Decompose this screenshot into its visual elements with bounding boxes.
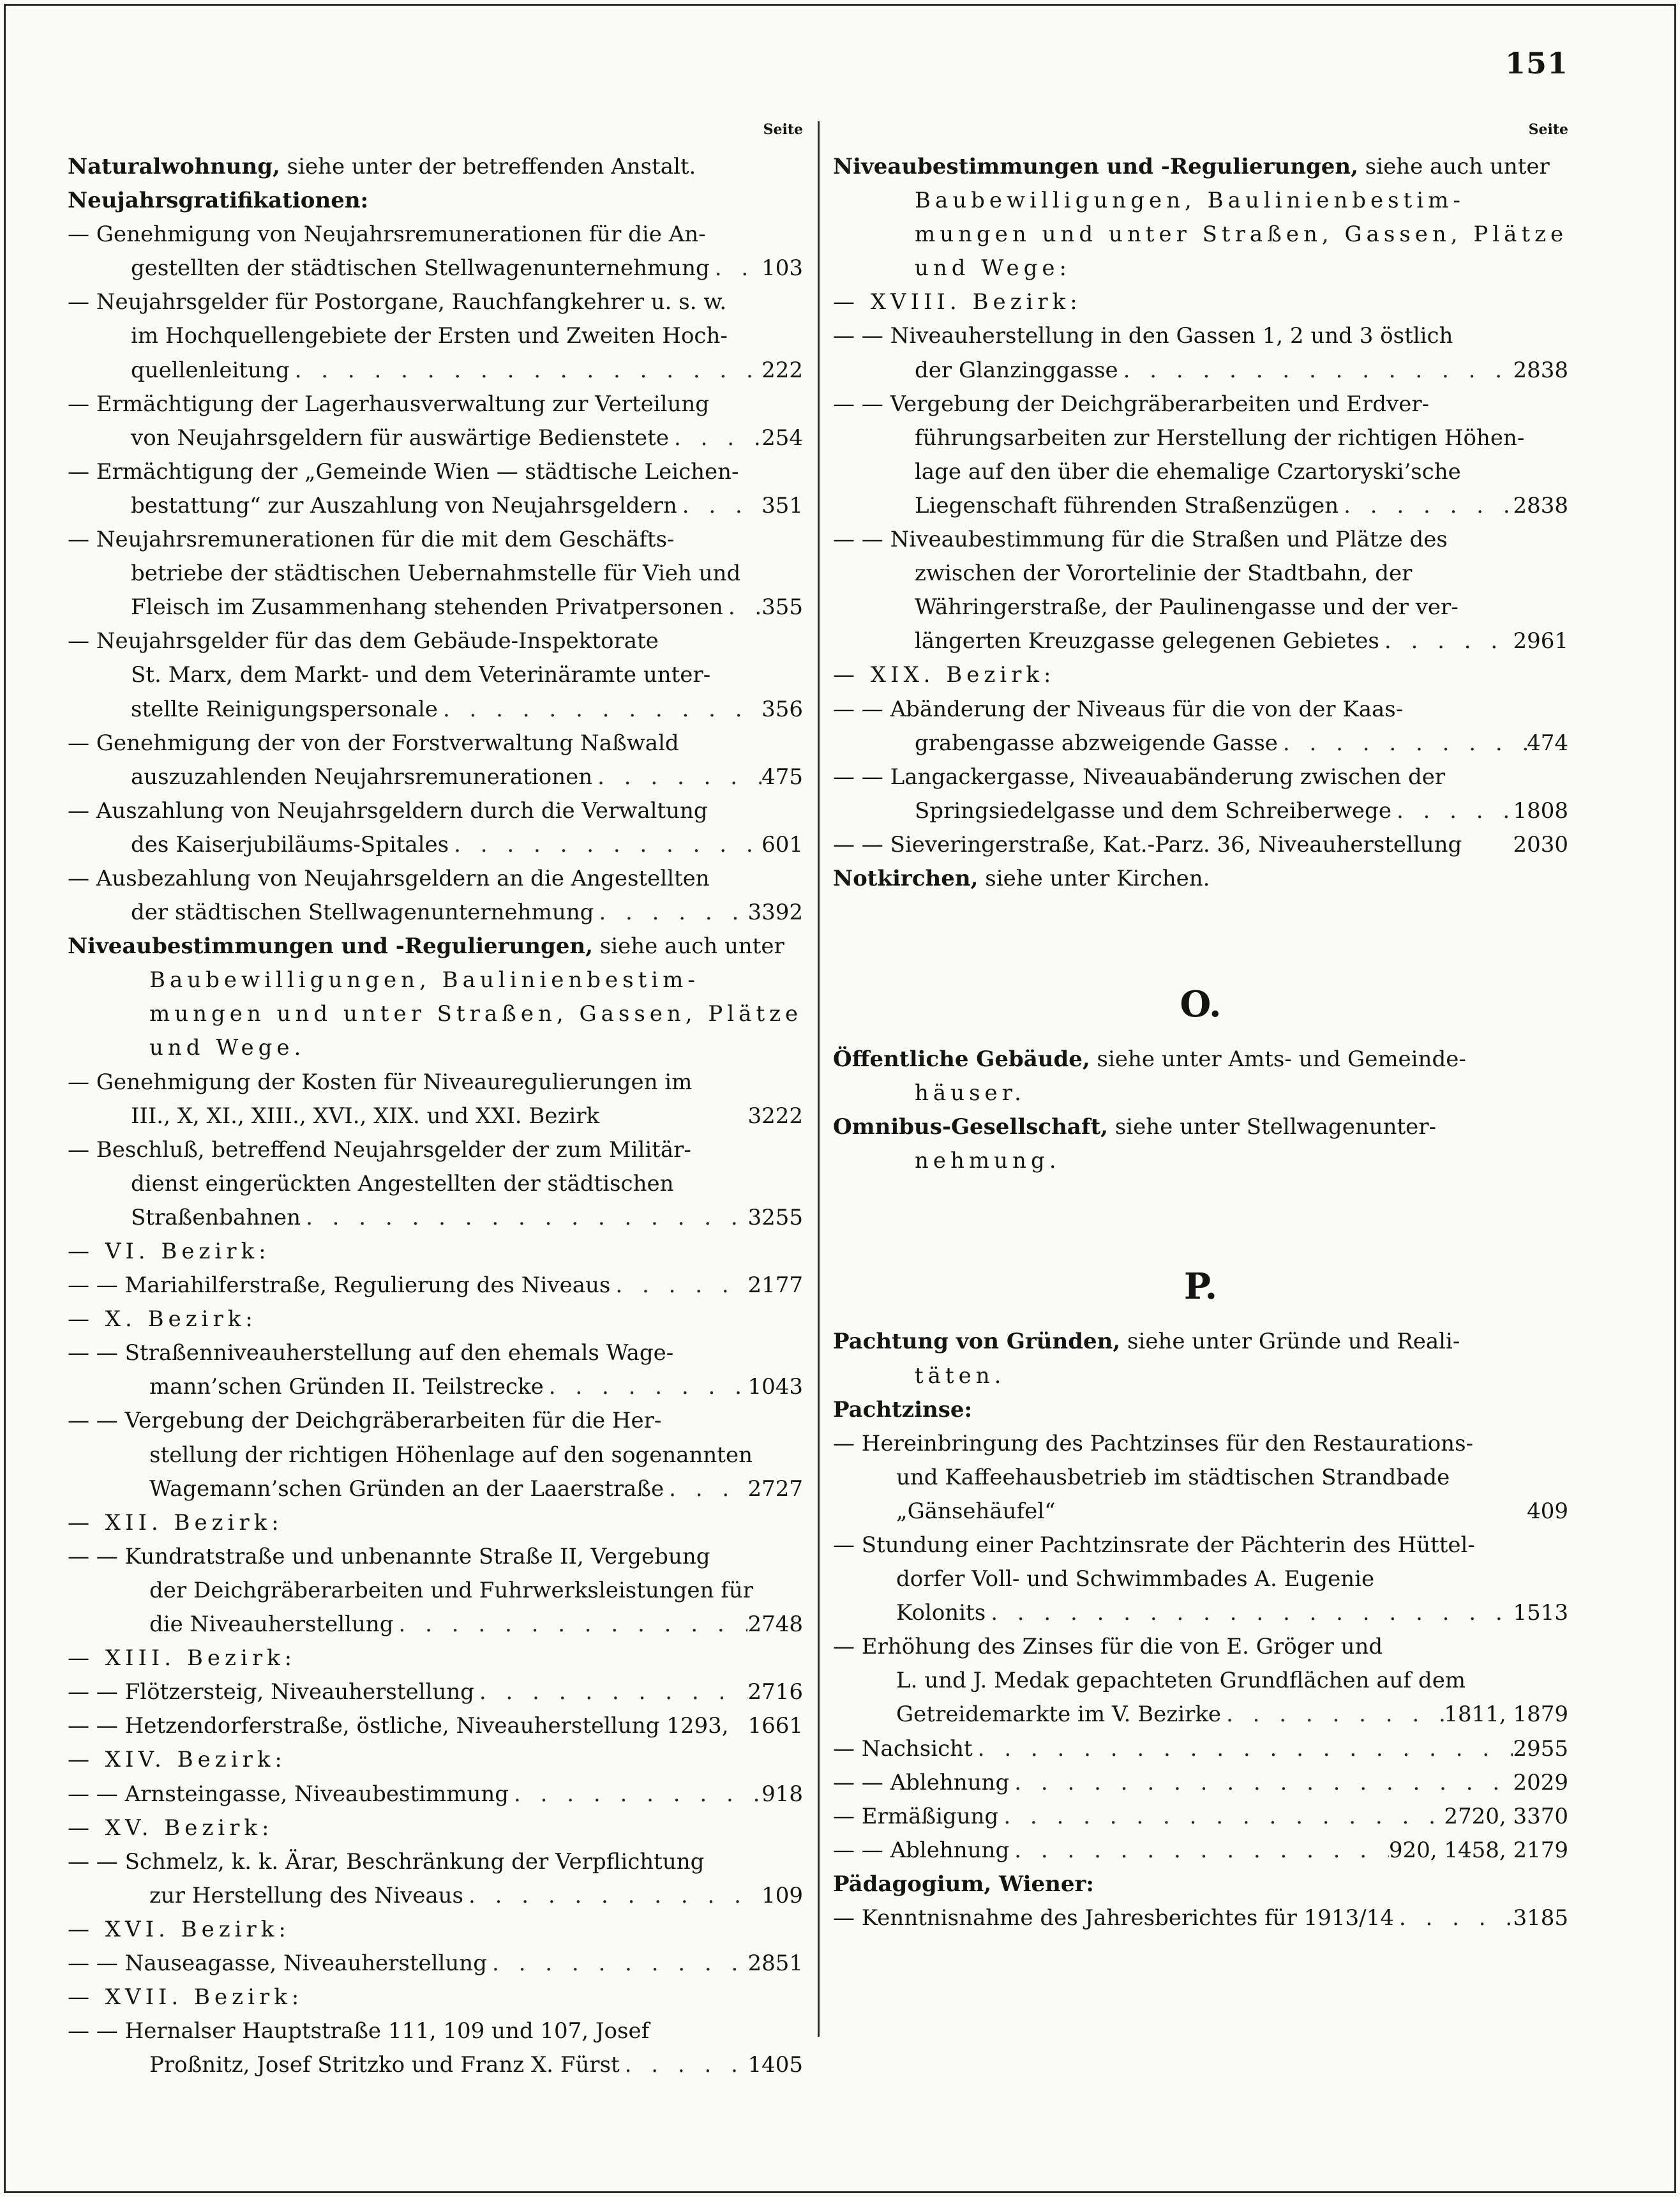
index-subentry-line — [833, 1800, 1568, 1834]
page-reference: 2851 — [747, 1950, 803, 1976]
page-reference: 2955 — [1513, 1735, 1568, 1762]
leader-dots — [710, 252, 761, 285]
index-subentry-line — [833, 1901, 1568, 1935]
page-reference: 2748 — [747, 1612, 803, 1638]
leader-dots — [394, 1608, 748, 1642]
index-headword-entry — [833, 1393, 1568, 1427]
headword-reference-continuation: Baubewilligungen, Baulinienbestim- — [915, 188, 1465, 214]
headword-reference: siehe unter Stellwagenunter- — [1108, 1114, 1437, 1140]
subentry-text: III., X, XI., XIII., XVI., XIX. und XXI. Bezirk — [131, 1103, 600, 1129]
page-reference: 2030 — [1513, 831, 1568, 857]
page-reference: 355 — [761, 594, 803, 621]
subentry-text: Fleisch im Zusammenhang stehenden Privatpersonen — [131, 594, 723, 621]
index-subentry-line: — Ausbezahlung von Neujahrsgeldern an die Angestellten — [68, 865, 710, 891]
index-subentry-line — [68, 1472, 803, 1506]
headword-reference-continuation: Baubewilligungen, Baulinienbestim- — [149, 967, 700, 993]
subentry-text: Liegenschaft führenden Straßenzügen — [915, 492, 1339, 518]
leader-dots — [592, 760, 761, 794]
index-subentry-line — [68, 1675, 803, 1709]
subentry-text: zur Herstellung des Niveaus — [149, 1882, 463, 1908]
section-spacer — [833, 1178, 1568, 1248]
section-spacer — [833, 896, 1568, 966]
index-subentry-line: Währingerstraße, der Paulinengasse und der ver- — [915, 594, 1459, 621]
index-headword-entry — [68, 184, 803, 218]
index-subentry-line: führungsarbeiten zur Herstellung der richtigen Höhen- — [915, 425, 1525, 451]
subentry-text: Straßenbahnen — [131, 1204, 301, 1230]
subentry-text: von Neujahrsgeldern für auswärtige Bedienstete — [131, 425, 669, 451]
leader-dots — [723, 591, 761, 624]
leader-dots — [610, 1269, 747, 1302]
subentry-text: — — Arnsteingasse, Niveaubestimmung — [68, 1781, 509, 1807]
page-reference: 2029 — [1513, 1769, 1568, 1795]
headword-reference-continuation: mungen und unter Straßen, Gassen, Plätze — [149, 1001, 803, 1027]
page-reference: 409 — [1527, 1498, 1568, 1524]
subentry-text: quellenleitung — [131, 357, 290, 383]
page-reference: 2838 — [1513, 492, 1568, 518]
subentry-text: — Ermäßigung — [833, 1803, 999, 1829]
index-subentry-line: dienst eingerückten Angestellten der städtischen — [131, 1170, 674, 1197]
index-headword-entry — [833, 1110, 1568, 1144]
left-column — [68, 118, 803, 2082]
index-subentry-line: St. Marx, dem Markt- und dem Veterinäramte unter- — [131, 662, 711, 688]
subentry-text: „Gänsehäufel“ — [896, 1498, 1056, 1524]
leader-dots — [986, 1596, 1513, 1630]
index-subentry-line — [68, 1608, 803, 1642]
index-subentry-line — [68, 1778, 803, 1811]
index-subentry-line — [833, 489, 1568, 523]
page-reference: 1513 — [1513, 1600, 1568, 1626]
index-subentry-line: — — Straßenniveauherstellung auf den ehemals Wage- — [68, 1340, 674, 1366]
index-subentry-line: — — Abänderung der Niveaus für die von der Kaas- — [833, 696, 1404, 722]
index-subentry-line — [68, 693, 803, 727]
leader-dots — [677, 489, 761, 523]
leader-dots — [487, 1947, 747, 1981]
headword: Notkirchen, — [833, 865, 979, 891]
index-subentry-line: — Neujahrsgelder für Postorgane, Rauchfangkehrer u. s. w. — [68, 289, 727, 315]
index-subentry-line: — — Niveauherstellung in den Gassen 1, 2 und 3 östlich — [833, 323, 1453, 349]
headword-reference-continuation: mungen und unter Straßen, Gassen, Plätze — [915, 222, 1568, 248]
subentry-text: bestattung“ zur Auszahlung von Neujahrsgeldern — [131, 492, 677, 518]
left-entries — [68, 150, 803, 2082]
seite-label-left: Seite — [763, 121, 803, 138]
index-subentry-line: — Genehmigung der Kosten für Niveauregulierungen im — [68, 1069, 693, 1095]
index-subentry-line: — — Vergebung der Deichgräberarbeiten und Erdver- — [833, 391, 1430, 417]
leader-dots — [1118, 354, 1513, 388]
headword-reference-continuation: und Wege: — [915, 255, 1072, 282]
headword-reference: siehe unter der betreffenden Anstalt. — [280, 154, 696, 179]
page-reference: 3392 — [747, 900, 803, 926]
headword: Öffentliche Gebäude, — [833, 1046, 1090, 1073]
headword-reference-continuation: und Wege. — [149, 1035, 306, 1061]
headword: Niveaubestimmungen und -Regulierungen, — [833, 154, 1358, 179]
page-reference: 2727 — [747, 1476, 803, 1502]
leader-dots — [1339, 489, 1513, 523]
headword: Omnibus-Gesellschaft, — [833, 1114, 1109, 1140]
section-letter: P. — [1183, 1265, 1218, 1308]
district-heading: — XII. Bezirk: — [68, 1509, 283, 1536]
index-subentry-line: dorfer Voll- und Schwimmbades A. Eugenie — [896, 1566, 1375, 1592]
subentry-text: stellte Reinigungspersonale — [131, 696, 438, 722]
index-subentry-line: — Auszahlung von Neujahrsgeldern durch die Verwaltung — [68, 797, 708, 824]
index-subentry-line — [68, 1370, 803, 1404]
index-subentry-line — [68, 591, 803, 624]
district-heading: — X. Bezirk: — [68, 1306, 257, 1333]
subentry-text: — Nachsicht — [833, 1735, 973, 1762]
page-reference: 474 — [1527, 730, 1568, 756]
index-subentry-line: — Neujahrsgelder für das dem Gebäude-Inspektorate — [68, 628, 659, 654]
headword: Pachtung von Gründen, — [833, 1329, 1121, 1355]
leader-dots — [664, 1472, 747, 1506]
headword-reference-continuation: täten. — [915, 1363, 1006, 1389]
index-subentry-line: — Ermächtigung der „Gemeinde Wien — städtische Leichen- — [68, 458, 739, 485]
index-subentry-line: — — Langackergasse, Niveauabänderung zwischen der — [833, 764, 1446, 790]
index-subentry-line: — — Schmelz, k. k. Ärar, Beschränkung der Verpflichtung — [68, 1848, 705, 1875]
index-subentry-line: der Deichgräberarbeiten und Fuhrwerksleistungen für — [149, 1577, 753, 1603]
page-reference: 1405 — [747, 2052, 803, 2078]
headword: Pädagogium, Wiener: — [833, 1871, 1094, 1897]
index-subentry-line: — Genehmigung der von der Forstverwaltung Naßwald — [68, 730, 679, 756]
index-subentry-line — [68, 1099, 803, 1133]
headword-reference: siehe unter Kirchen. — [978, 865, 1210, 891]
index-subentry-line: betriebe der städtischen Uebernahmstelle für Vieh und — [131, 561, 741, 587]
subentry-text: — — Mariahilferstraße, Regulierung des Niveaus — [68, 1272, 611, 1299]
index-subentry-line — [68, 828, 803, 862]
page-reference: 2838 — [1513, 357, 1568, 383]
page-reference: 1043 — [747, 1374, 803, 1400]
leader-dots — [1391, 794, 1513, 828]
leader-dots — [1009, 1834, 1389, 1868]
page-reference: 3255 — [747, 1204, 803, 1230]
subentry-text: Proßnitz, Josef Stritzko und Franz X. Fürst — [149, 2052, 620, 2078]
subentry-text: längerten Kreuzgasse gelegenen Gebietes — [915, 628, 1379, 654]
subentry-text: — — Nauseagasse, Niveauherstellung — [68, 1950, 487, 1976]
index-subentry-line — [833, 1732, 1568, 1766]
headword: Naturalwohnung, — [68, 154, 280, 179]
subentry-text: des Kaiserjubiläums-Spitales — [131, 831, 449, 857]
index-subentry-line: — Genehmigung von Neujahrsremunerationen für die An- — [68, 222, 706, 248]
district-heading: — XV. Bezirk: — [68, 1815, 274, 1841]
index-subentry-line — [68, 896, 803, 930]
headword-reference-continuation: nehmung. — [915, 1148, 1061, 1174]
leader-dots — [1379, 624, 1513, 658]
page-reference: 601 — [761, 831, 803, 857]
subentry-text: gestellten der städtischen Stellwagenunternehmung — [131, 255, 710, 282]
index-headword-entry — [68, 930, 803, 963]
index-headword-entry — [833, 862, 1568, 896]
leader-dots — [1394, 1901, 1513, 1935]
page-reference: 920, 1458, 2179 — [1388, 1837, 1568, 1863]
subentry-text: grabengasse abzweigende Gasse — [915, 730, 1278, 756]
leader-dots — [449, 828, 761, 862]
index-subentry-line: — Beschluß, betreffend Neujahrsgelder der zum Militär- — [68, 1136, 691, 1163]
subentry-text: Getreidemarkte im V. Bezirke — [896, 1702, 1222, 1728]
index-subentry-line: — Stundung einer Pachtzinsrate der Pächterin des Hüttel- — [833, 1532, 1475, 1558]
subentry-text: auszuzahlenden Neujahrsremunerationen — [131, 764, 593, 790]
index-subentry-line — [833, 354, 1568, 388]
headword: Neujahrsgratifikationen: — [68, 188, 369, 214]
index-subentry-line — [833, 624, 1568, 658]
district-heading: — VI. Bezirk: — [68, 1239, 271, 1264]
seite-label-right: Seite — [1528, 121, 1568, 138]
subentry-text: mann’schen Gründen II. Teilstrecke — [149, 1374, 544, 1400]
index-subentry-line — [833, 727, 1568, 760]
page-reference: 356 — [761, 696, 803, 722]
subentry-text: — — Ablehnung — [833, 1769, 1010, 1795]
page-reference: 109 — [761, 1882, 803, 1908]
column-divider — [818, 121, 820, 2037]
leader-dots — [620, 2048, 748, 2082]
index-subentry-line: zwischen der Vorortelinie der Stadtbahn, der — [915, 561, 1413, 587]
index-subentry-line — [833, 1596, 1568, 1630]
subentry-text: — — Hetzendorferstraße, östliche, Niveauherstellung 1293, — [68, 1713, 729, 1739]
index-subentry-line: lage auf den über die ehemalige Czartoryski’sche — [915, 458, 1461, 485]
page-reference: 2177 — [747, 1272, 803, 1299]
index-subentry-line: und Kaffeehausbetrieb im städtischen Strandbade — [896, 1464, 1450, 1490]
index-subentry-line — [68, 1879, 803, 1913]
subentry-text: der städtischen Stellwagenunternehmung — [131, 900, 594, 926]
page-reference: 2720, 3370 — [1444, 1803, 1568, 1829]
subentry-text: — Kenntnisnahme des Jahresberichtes für 1913/14 — [833, 1905, 1394, 1931]
index-subentry-line: im Hochquellengebiete der Ersten und Zweiten Hoch- — [131, 323, 728, 349]
index-subentry-line — [68, 1269, 803, 1302]
index-subentry-line — [68, 421, 803, 455]
leader-dots — [998, 1800, 1444, 1834]
leader-dots — [1221, 1698, 1444, 1732]
page-reference: 475 — [761, 764, 803, 790]
headword: Niveaubestimmungen und -Regulierungen, — [68, 933, 593, 960]
index-subentry-line — [68, 354, 803, 388]
index-subentry-line — [833, 794, 1568, 828]
index-subentry-line: L. und J. Medak gepachteten Grundflächen auf dem — [896, 1668, 1466, 1694]
index-subentry-line — [68, 1947, 803, 1981]
index-subentry-line — [68, 1709, 803, 1743]
page-reference: 1661 — [747, 1713, 803, 1739]
index-headword-entry — [833, 1043, 1568, 1076]
index-subentry-line: — — Vergebung der Deichgräberarbeiten für die Her- — [68, 1408, 662, 1434]
index-subentry-line — [833, 1766, 1568, 1800]
index-subentry-line — [68, 2048, 803, 2082]
index-subentry-line: — Neujahrsremunerationen für die mit dem Geschäfts- — [68, 527, 675, 553]
page-reference: 254 — [761, 425, 803, 451]
headword-reference-continuation: häuser. — [915, 1080, 1026, 1106]
page-reference: 1808 — [1513, 797, 1568, 824]
index-headword-entry — [833, 150, 1568, 184]
subentry-text: Kolonits — [896, 1600, 986, 1626]
index-headword-entry — [68, 150, 803, 184]
index-subentry-line — [68, 760, 803, 794]
leader-dots — [290, 354, 761, 388]
district-heading: — XIX. Bezirk: — [833, 662, 1056, 688]
page-reference: 3222 — [747, 1103, 803, 1129]
district-heading: — XIV. Bezirk: — [68, 1747, 287, 1773]
leader-dots — [544, 1370, 748, 1404]
leader-dots — [301, 1201, 747, 1235]
index-subentry-line — [833, 1834, 1568, 1868]
district-heading: — XVIII. Bezirk: — [833, 289, 1082, 315]
index-subentry-line: — Ermächtigung der Lagerhausverwaltung zur Verteilung — [68, 391, 710, 417]
subentry-text: — — Sieveringerstraße, Kat.-Parz. 36, Niveauherstellung — [833, 831, 1462, 857]
leader-dots — [1278, 727, 1527, 760]
headword-reference: siehe unter Amts- und Gemeinde- — [1090, 1046, 1466, 1073]
leader-dots — [669, 421, 761, 455]
subentry-text: — — Flötzersteig, Niveauherstellung — [68, 1679, 474, 1705]
leader-dots — [594, 896, 747, 930]
leader-dots — [438, 693, 761, 727]
page-reference: 351 — [761, 492, 803, 518]
page-number: 151 — [1504, 46, 1568, 80]
leader-dots — [474, 1675, 748, 1709]
leader-dots — [463, 1879, 761, 1913]
page-reference: 2961 — [1513, 628, 1568, 654]
index-headword-entry — [833, 1868, 1568, 1901]
page-reference: 103 — [761, 255, 803, 282]
right-column — [833, 118, 1568, 1935]
headword: Pachtzinse: — [833, 1396, 973, 1423]
right-entries — [833, 150, 1568, 1935]
index-subentry-line: — — Niveaubestimmung für die Straßen und Plätze des — [833, 527, 1448, 553]
index-subentry-line — [68, 1201, 803, 1235]
section-letter: O. — [1180, 983, 1222, 1026]
page-reference: 2716 — [747, 1679, 803, 1705]
index-subentry-line — [833, 1495, 1568, 1529]
district-heading: — XVII. Bezirk: — [68, 1984, 304, 2011]
leader-dots — [509, 1778, 761, 1811]
index-subentry-line — [68, 252, 803, 285]
leader-dots — [973, 1732, 1513, 1766]
index-subentry-line: — Erhöhung des Zinses für die von E. Gröger und — [833, 1634, 1383, 1660]
leader-dots — [1009, 1766, 1513, 1800]
page-reference: 918 — [761, 1781, 803, 1807]
subentry-text: — — Ablehnung — [833, 1837, 1010, 1863]
index-subentry-line — [68, 489, 803, 523]
headword-reference: siehe auch unter — [592, 933, 784, 960]
index-subentry-line — [833, 1698, 1568, 1732]
page-reference: 1811, 1879 — [1444, 1702, 1568, 1728]
subentry-text: Springsiedelgasse und dem Schreiberwege — [915, 797, 1391, 824]
index-headword-entry — [833, 1325, 1568, 1359]
index-subentry-line: — — Kundratstraße und unbenannte Straße II, Vergebung — [68, 1543, 710, 1569]
subentry-text: der Glanzinggasse — [915, 357, 1118, 383]
index-subentry-line: — — Hernalser Hauptstraße 111, 109 und 107, Josef — [68, 2018, 650, 2044]
index-subentry-line: stellung der richtigen Höhenlage auf den sogenannten — [149, 1442, 753, 1468]
subentry-text: die Niveauherstellung — [149, 1612, 394, 1638]
subentry-text: Wagemann’schen Gründen an der Laaerstraße — [149, 1476, 664, 1502]
headword-reference: siehe unter Gründe und Reali- — [1120, 1329, 1460, 1355]
headword-reference: siehe auch unter — [1358, 154, 1550, 179]
district-heading: — XIII. Bezirk: — [68, 1645, 297, 1672]
page-reference: 222 — [761, 357, 803, 383]
index-subentry-line — [833, 828, 1568, 862]
index-subentry-line: — Hereinbringung des Pachtzinses für den Restaurations- — [833, 1430, 1474, 1456]
district-heading: — XVI. Bezirk: — [68, 1916, 290, 1942]
page-reference: 3185 — [1513, 1905, 1568, 1931]
